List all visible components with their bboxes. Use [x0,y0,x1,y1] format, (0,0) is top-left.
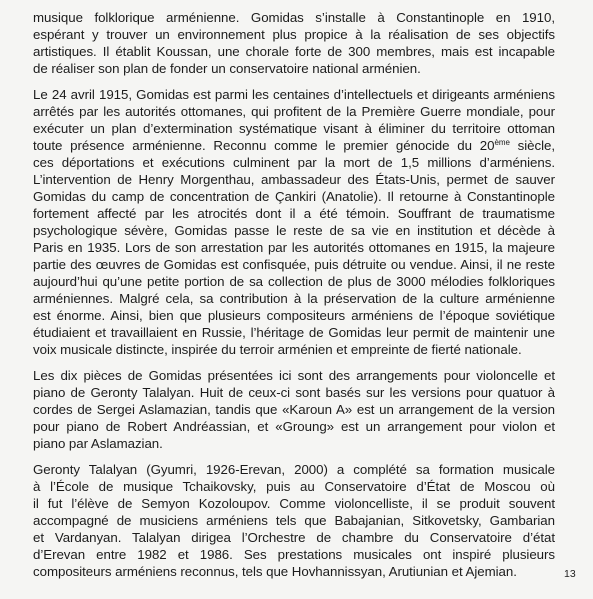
text-line: arrêtés par les autorités ottomanes, qui profitent de la Première Guerre mondiale, pour [33,104,555,119]
text-line: espérant y trouver un environnement plus propice à la réalisation de ses objectifs [33,27,555,42]
text-line: Le 24 avril 1915, Gomidas est parmi les centaines d’intellectuels et dirigeants arméniens [33,87,555,102]
text-line: compositeurs arméniens reconnus, tels que Hovhannissyan, Arutiunian et Ajemian. [33,564,517,579]
text-line: accompagné de musiciens arméniens tels que Babajanian, Sitkovetsky, Gambarian [33,513,555,528]
paragraph [33,86,555,358]
text-line: toute présence arménienne. Reconnu comme le premier génocide du 20ème siècle, [33,138,555,153]
paragraph [33,9,555,77]
body-text [33,9,555,589]
text-line: L’intervention de Henry Morgenthau, ambassadeur des États-Unis, permet de sauver [33,172,555,187]
text-line: aujourd’hui qu’une petite portion de sa collection de plus de 3000 mélodies folkloriques [33,274,555,289]
text-line: voix musicale distincte, inspirée du terroir arménien et empreinte de fierté nationale. [33,342,522,357]
text-line: ces déportations et exécutions culminent par la mort de 1,5 millions d’arméniens. [33,155,555,170]
text-line: d’Erevan entre 1982 et 1986. Ses prestations musicales ont inspiré plusieurs [33,547,555,562]
text-line: à l’École de musique Tchaikovsky, puis au Conservatoire d’État de Moscou où [33,479,555,494]
text-line: arméniennes. Malgré cela, sa contribution à la préservation de la culture arménienne [33,291,555,306]
text-line: Geronty Talalyan (Gyumri, 1926-Erevan, 2000) a complété sa formation musicale [33,462,555,477]
paragraph [33,461,555,580]
page-number: 13 [564,568,576,580]
paragraph [33,367,555,452]
text-line: Les dix pièces de Gomidas présentées ici sont des arrangements pour violoncelle et [33,368,555,383]
text-line: Gomidas du camp de concentration de Çankiri (Anatolie). Il retourne à Constantinople [33,189,555,204]
text-line: piano de Geronty Talalyan. Huit de ceux-ci sont basés sur les versions pour quatuor à [33,385,555,400]
text-line: pour piano de Robert Andréassian, et «Groung» est un arrangement pour violon et [33,419,555,434]
text-line: de réaliser son plan de fonder un conservatoire national arménien. [33,61,421,76]
text-line: artistiques. Il établit Koussan, une chorale forte de 300 membres, mais est incapable [33,44,555,59]
text-line: musique folklorique arménienne. Gomidas s’installe à Constantinople en 1910, [33,10,555,25]
text-line: cordes de Sergei Aslamazian, tandis que «Karoun A» est un arrangement de la version [33,402,555,417]
text-line: fortement affecté par les atrocités dont il a été témoin. Souffrant de traumatisme [33,206,555,221]
text-line: étudiaient et travaillaient en Russie, l’héritage de Gomidas leur permit de maintenir une [33,325,555,340]
text-line: et Vardanyan. Talalyan dirigea l’Orchestre de chambre du Conservatoire d’état [33,530,555,545]
text-line: exécuter un plan d’extermination systématique visant à éliminer du territoire ottoman [33,121,555,136]
text-line: piano par Aslamazian. [33,436,163,451]
text-line: il fut l’élève de Semyon Kozoloupov. Comme violoncelliste, il se produit souvent [33,496,555,511]
text-line: partie des œuvres de Gomidas est confisquée, puis détruite ou vendue. Ainsi, il ne reste [33,257,555,272]
text-line: est énorme. Ainsi, bien que plusieurs compositeurs arméniens de l’époque soviétique [33,308,555,323]
text-line: psychologique sévère, Gomidas passe le reste de sa vie en institution et décède à [33,223,555,238]
text-line: Paris en 1935. Lors de son arrestation par les autorités ottomanes en 1915, la majeure [33,240,555,255]
